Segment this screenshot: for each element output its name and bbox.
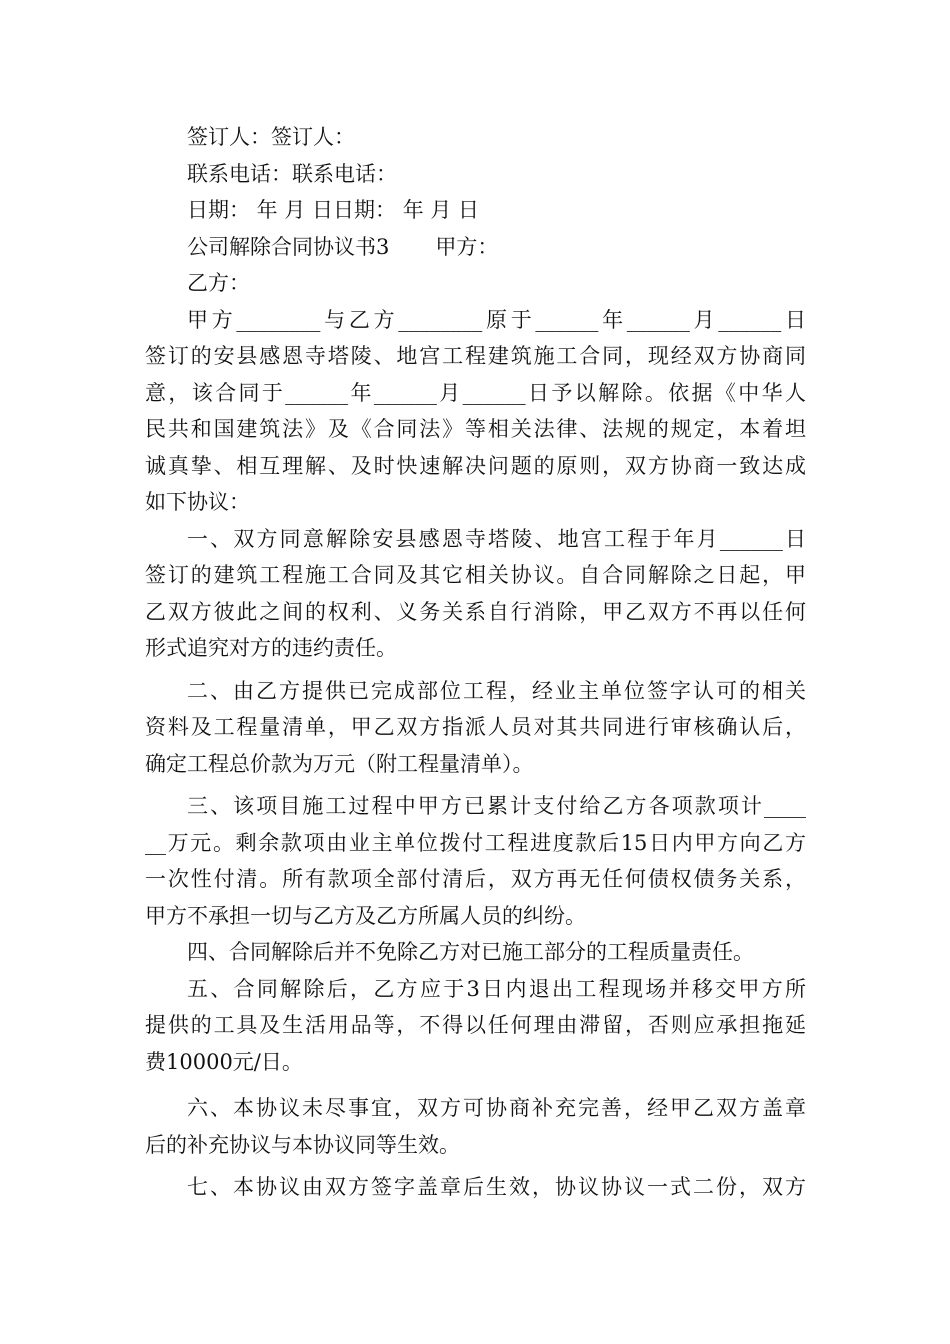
clause-line: 四、合同解除后并不免除乙方对已施工部分的工程质量责任。 — [187, 940, 754, 964]
document-title: 公司解除合同协议书3 — [187, 234, 390, 259]
clause-6 — [145, 1090, 806, 1163]
clause-line: 提供的工具及生活用品等，不得以任何理由滞留，否则应承担拖延 — [145, 1013, 806, 1037]
clause-7 — [145, 1169, 806, 1206]
clause-2 — [145, 673, 806, 783]
paragraph-line: 意，该合同于______年______月______日予以解除。依据《中华人 — [145, 380, 806, 405]
clause-line: 甲方不承担一切与乙方及乙方所属人员的纠纷。 — [145, 903, 586, 928]
date-text: 日期： 年 月 日日期： 年 月 日 — [187, 198, 480, 222]
clause-line: 一次性付清。所有款项全部付清后，双方再无任何债权债务关系， — [145, 867, 806, 891]
clause-line: __万元。剩余款项由业主单位拨付工程进度款后15日内甲方向乙方 — [145, 830, 806, 855]
date-line — [145, 192, 806, 229]
paragraph-line: 诚真挚、相互理解、及时快速解决问题的原则，双方协商一致达成 — [145, 453, 806, 478]
clause-line: 五、合同解除后，乙方应于3日内退出工程现场并移交甲方所 — [187, 976, 806, 1001]
clause-line: 一、双方同意解除安县感恩寺塔陵、地宫工程于年月______日 — [187, 526, 806, 551]
party-a-label: 甲方： — [435, 234, 499, 259]
clause-line: 乙双方彼此之间的权利、义务关系自行消除，甲乙双方不再以任何 — [145, 599, 806, 624]
party-b-line — [145, 265, 806, 302]
party-b-label: 乙方： — [187, 271, 250, 295]
signatory-text: 签订人：签订人： — [187, 125, 355, 149]
clause-line: 二、由乙方提供已完成部位工程，经业主单位签字认可的相关 — [187, 678, 806, 703]
contact-phone-line — [145, 156, 806, 193]
clause-1 — [145, 521, 806, 667]
clause-line: 三、该项目施工过程中甲方已累计支付给乙方各项款项计____ — [187, 794, 806, 818]
clause-line: 确定工程总价款为万元（附工程量清单）。 — [145, 751, 534, 776]
clause-line: 后的补充协议与本协议同等生效。 — [145, 1132, 460, 1157]
clause-4 — [145, 934, 806, 971]
clause-line: 六、本协议未尽事宜，双方可协商补充完善，经甲乙双方盖章 — [187, 1096, 806, 1120]
clause-line: 形式追究对方的违约责任。 — [145, 636, 397, 660]
clause-line: 资料及工程量清单，甲乙双方指派人员对其共同进行审核确认后， — [145, 715, 806, 739]
clause-line: 费10000元/日。 — [145, 1049, 303, 1074]
paragraph-line: 如下协议： — [145, 490, 250, 514]
document-body — [145, 119, 806, 1206]
paragraph-line: 甲方________与乙方________原于______年______月______日 — [187, 307, 806, 332]
paragraph-line: 签订的安县感恩寺塔陵、地宫工程建筑施工合同，现经双方协商同 — [145, 344, 806, 368]
clause-3 — [145, 788, 806, 934]
paragraph-line: 民共和国建筑法》及《合同法》等相关法律、法规的规定，本着坦 — [145, 417, 806, 441]
clause-line: 签订的建筑工程施工合同及其它相关协议。自合同解除之日起，甲 — [145, 563, 806, 587]
signatory-line — [145, 119, 806, 156]
title-line — [145, 229, 806, 266]
clause-line: 七、本协议由双方签字盖章后生效，协议协议一式二份，双方 — [187, 1175, 806, 1199]
contact-phone-text: 联系电话：联系电话： — [187, 161, 397, 186]
intro-paragraph — [145, 302, 806, 521]
clause-5 — [145, 971, 806, 1081]
